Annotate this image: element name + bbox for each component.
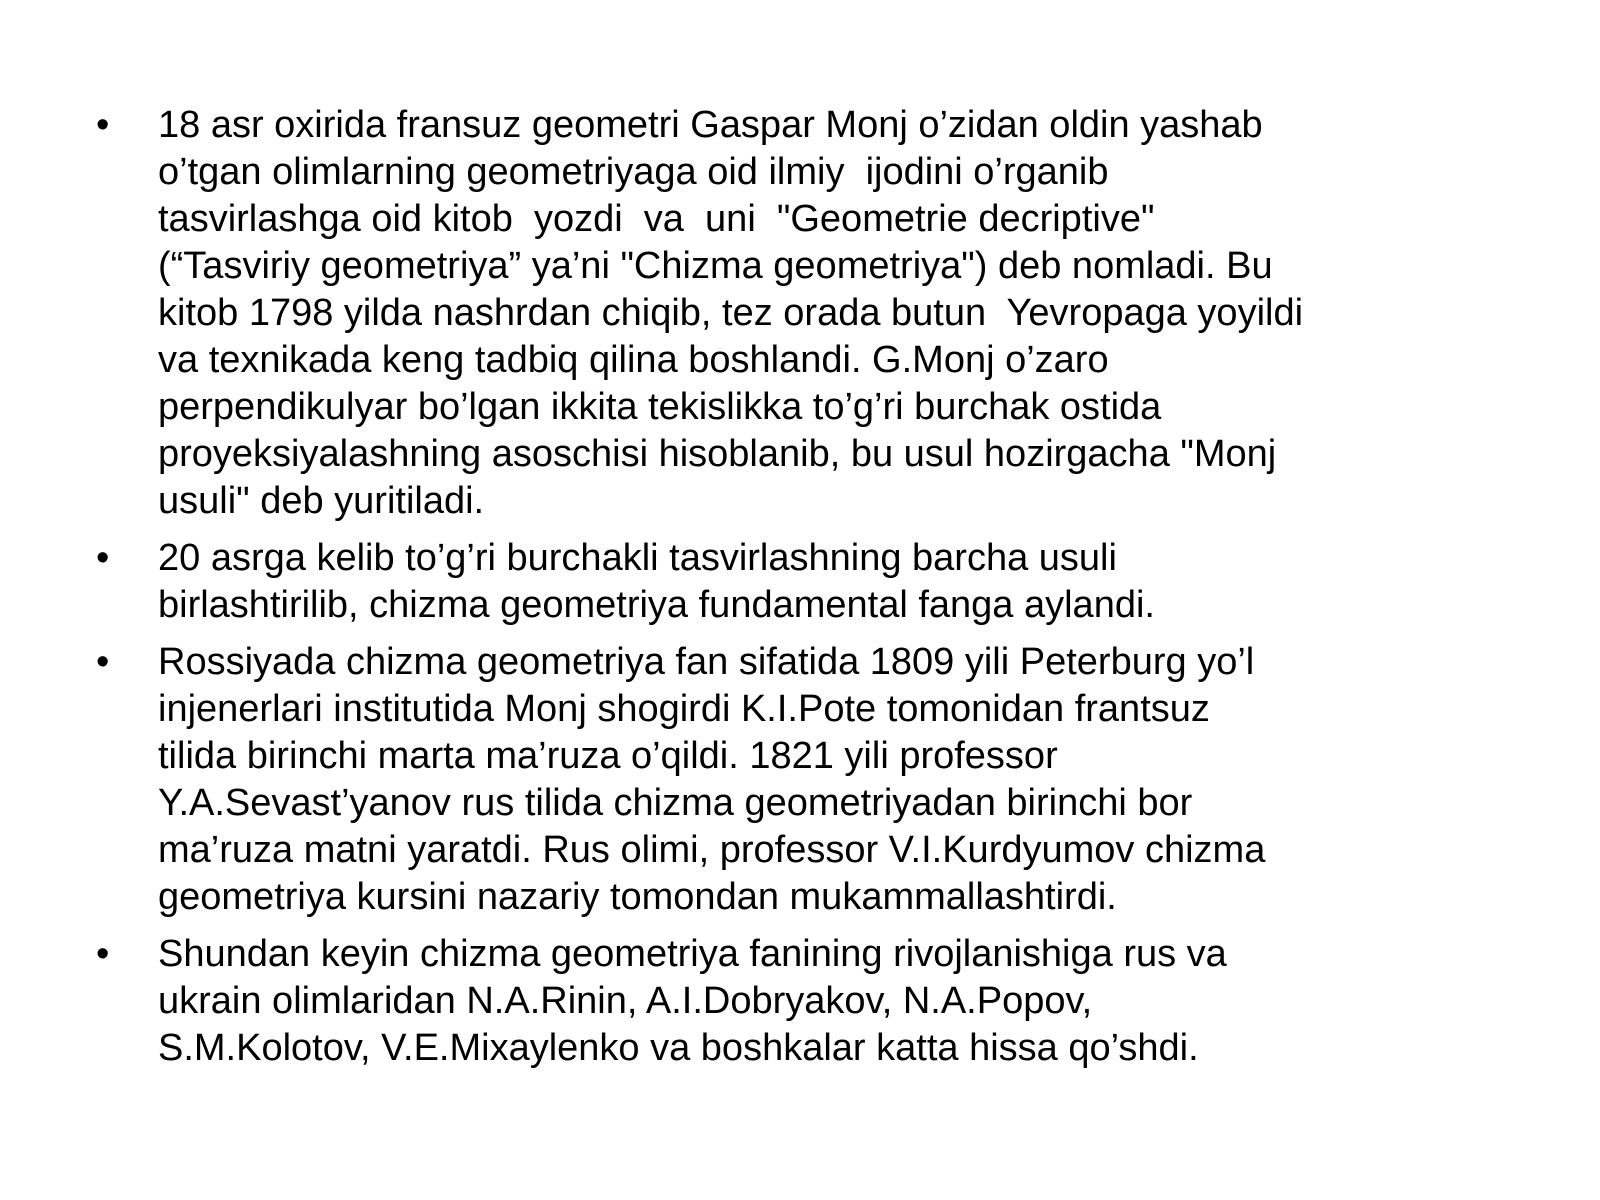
- text-line: S.M.Kolotov, V.E.Mixaylenko va boshkalar katta hissa qo’shdi.: [158, 1027, 1199, 1069]
- bullet-dot-icon: •: [96, 104, 110, 146]
- text-line: o’tgan olimlarning geometriyaga oid ilmiy ijodini o’rganib: [158, 151, 1109, 193]
- text-line: va texnikada keng tadbiq qilina boshlandi. G.Monj o’zaro: [158, 339, 1109, 381]
- text-line: (“Tasviriy geometriya” ya’ni "Chizma geometriya") deb nomladi. Bu: [158, 245, 1273, 287]
- bullet-item-2: [96, 535, 1536, 629]
- text-line: geometriya kursini nazariy tomondan mukammallashtirdi.: [158, 876, 1117, 918]
- bullet-dot-icon: •: [96, 641, 110, 683]
- text-line: perpendikulyar bo’lgan ikkita tekislikka to’g’ri burchak ostida: [158, 386, 1162, 428]
- text-line: kitob 1798 yilda nashrdan chiqib, tez orada butun Yevropaga yoyildi: [158, 292, 1304, 334]
- bullet-item-3: [96, 639, 1536, 921]
- text-line: 18 asr oxirida fransuz geometri Gaspar Monj o’zidan oldin yashab: [158, 104, 1263, 146]
- text-line: Rossiyada chizma geometriya fan sifatida 1809 yili Peterburg yo’l: [158, 641, 1255, 683]
- text-line: Shundan keyin chizma geometriya fanining rivojlanishiga rus va: [158, 933, 1227, 975]
- text-line: tilida birinchi marta ma’ruza o’qildi. 1821 yili professor: [158, 735, 1058, 777]
- text-line: ma’ruza matni yaratdi. Rus olimi, professor V.I.Kurdyumov chizma: [158, 829, 1266, 871]
- bullet-dot-icon: •: [96, 537, 110, 579]
- text-line: proyeksiyalashning asoschisi hisoblanib, bu usul hozirgacha "Monj: [158, 433, 1277, 475]
- text-line: ukrain olimlaridan N.A.Rinin, A.I.Dobryakov, N.A.Popov,: [158, 980, 1093, 1022]
- text-line: injenerlari institutida Monj shogirdi K.I.Pote tomonidan frantsuz: [158, 688, 1210, 730]
- bullet-item-4: [96, 931, 1536, 1072]
- bullet-dot-icon: •: [96, 933, 110, 975]
- text-line: Y.A.Sevast’yanov rus tilida chizma geometriyadan birinchi bor: [158, 782, 1193, 824]
- text-line: usuli" deb yuritiladi.: [158, 480, 485, 522]
- text-line: birlashtirilib, chizma geometriya fundamental fanga aylandi.: [158, 584, 1155, 626]
- bullet-item-1: [96, 102, 1536, 525]
- bullet-list: [96, 102, 1536, 1082]
- text-line: 20 asrga kelib to’g’ri burchakli tasvirlashning barcha usuli: [158, 537, 1117, 579]
- text-line: tasvirlashga oid kitob yozdi va uni "Geometrie decriptive": [158, 198, 1155, 240]
